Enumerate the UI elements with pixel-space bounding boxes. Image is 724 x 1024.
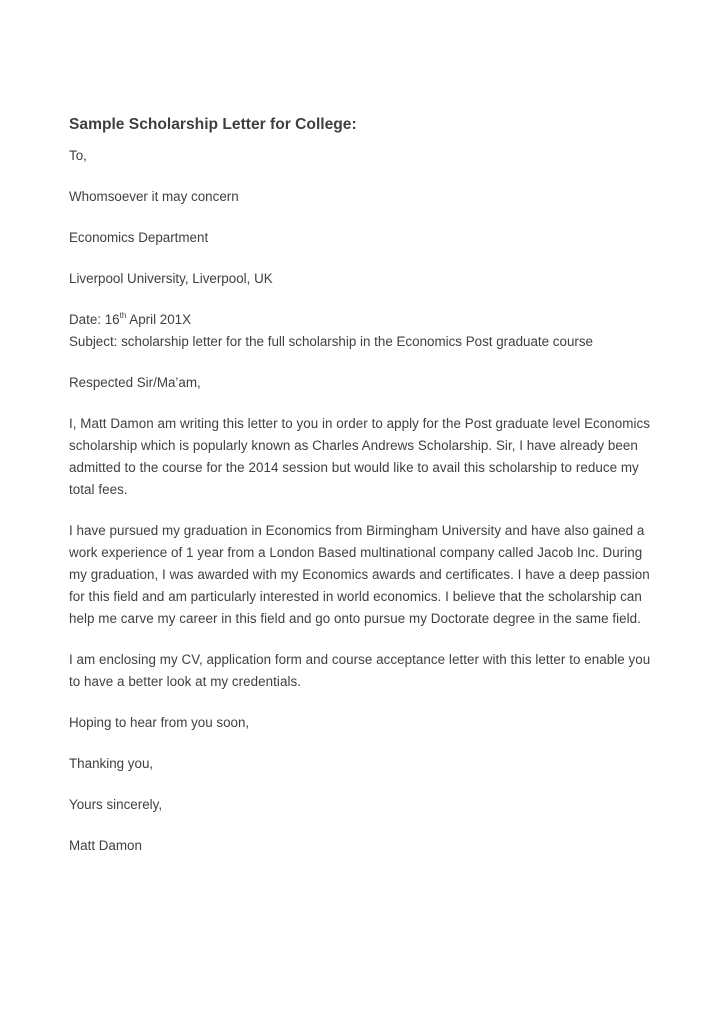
body-paragraph-3: I am enclosing my CV, application form and course acceptance letter with this letter to enable you to have a better look at my credentials. (69, 652, 651, 689)
to-line: To, (69, 148, 87, 163)
body-paragraph-1: I, Matt Damon am writing this letter to you in order to apply for the Post graduate level Economics scholarship which is popularly known as Charles Andrews Scholarship. Sir, I have already been admitted to the course for the 2014 session but would like to avail this scholarship to reduce my total fees. (69, 416, 651, 497)
department-line: Economics Department (69, 230, 209, 245)
date-label: Date: 16 (69, 312, 120, 327)
date-ordinal-suffix: th (119, 310, 127, 320)
address-line: Liverpool University, Liverpool, UK (69, 271, 273, 286)
date-rest: April 201X (126, 312, 192, 327)
letter-body (69, 114, 659, 876)
date-line (69, 309, 659, 331)
document-title: Sample Scholarship Letter for College: (69, 116, 357, 133)
salutation-line: Respected Sir/Ma’am, (69, 375, 201, 390)
closing-hope: Hoping to hear from you soon, (69, 715, 250, 730)
subject-line: Subject: scholarship letter for the full scholarship in the Economics Post graduate course (69, 334, 593, 349)
body-paragraph-2: I have pursued my graduation in Economics from Birmingham University and have also gained a work experience of 1 year from a London Based multinational company called Jacob Inc. During my graduation, I was awarded with my Economics awards and certificates. I have a deep passion for this field and am particularly interested in world economics. I believe that the scholarship can help me carve my career in this field and go onto pursue my Doctorate degree in the same field. (69, 523, 650, 626)
closing-thanks: Thanking you, (69, 756, 154, 771)
signature-name: Matt Damon (69, 838, 142, 853)
recipient-line: Whomsoever it may concern (69, 189, 239, 204)
closing-sincerely: Yours sincerely, (69, 797, 163, 812)
